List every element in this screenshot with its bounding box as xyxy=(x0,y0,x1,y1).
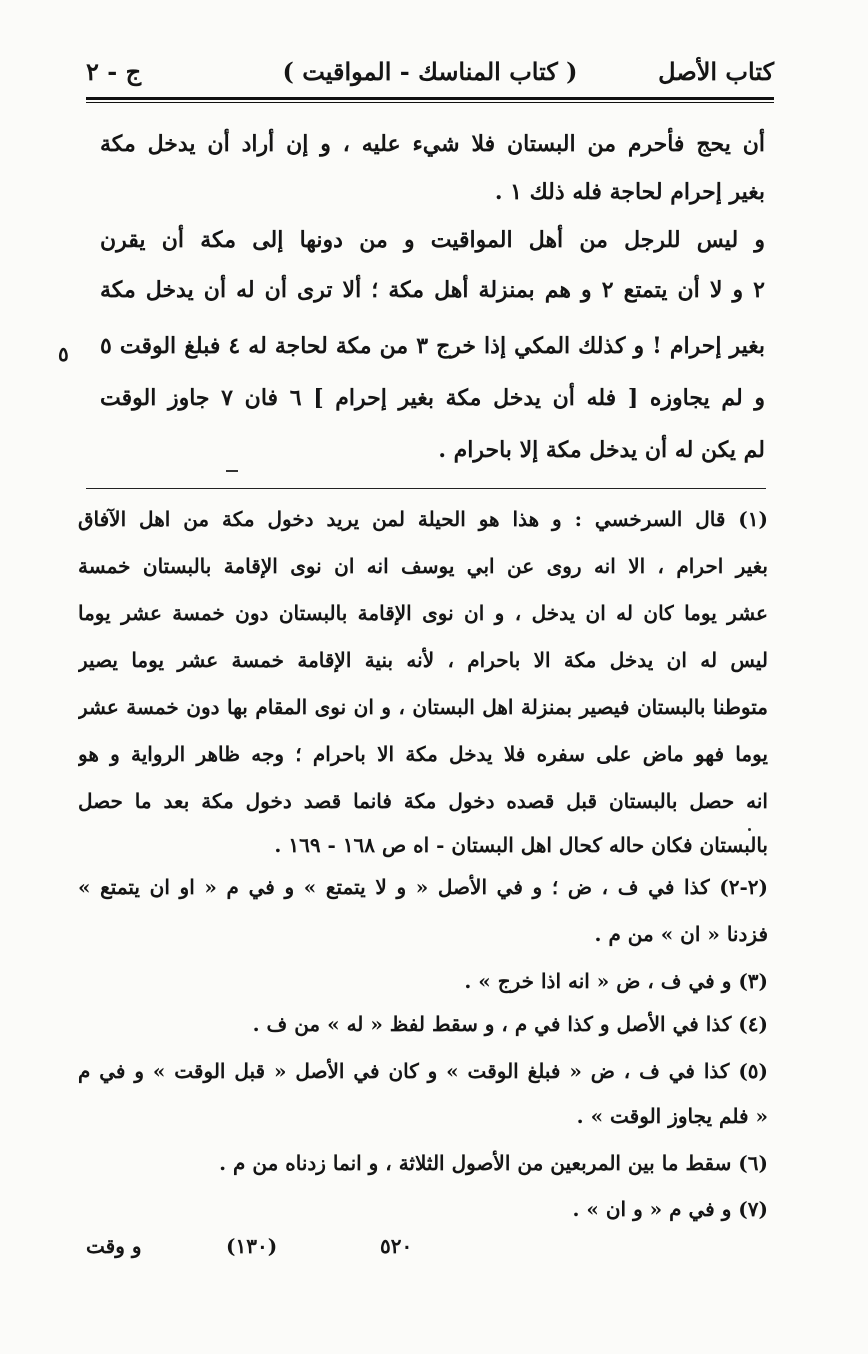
footnote-line: ليس له ان يدخل مكة الا باحرام ، لأنه بنية الإقامة خمسة عشر يوما يصير xyxy=(78,648,768,672)
margin-dot xyxy=(748,828,751,831)
separator-dash xyxy=(226,470,238,472)
footnote-line: فزدنا « ان » من م . xyxy=(594,922,768,946)
footnote-line: بالبستان فكان حاله كحال اهل البستان - اه ص ١٦٨ - ١٦٩ . xyxy=(274,833,768,857)
footnote-line: (٥) كذا في ف ، ض « فبلغ الوقت » و كان في الأصل « قبل الوقت » و في م xyxy=(78,1059,768,1083)
footnote-line: (١) قال السرخسي : و هذا هو الحيلة لمن يريد دخول مكة من اهل الآفاق xyxy=(78,507,768,531)
chapter-title: ( كتاب المناسك - المواقيت ) xyxy=(282,56,578,86)
footnote-rule xyxy=(86,488,766,489)
book-title: كتاب الأصل xyxy=(658,56,774,86)
volume-page-number: (١٣٠) xyxy=(226,1234,278,1258)
body-line: لم يكن له أن يدخل مكة إلا باحرام . xyxy=(438,437,765,463)
footnote-line: (٦) سقط ما بين المربعين من الأصول الثلاثة ، و انما زدناه من م . xyxy=(219,1151,768,1175)
footnote-line: متوطنا بالبستان فيصير بمنزلة اهل البستان ، و ان نوى المقام بها دون خمسة عشر xyxy=(78,695,768,719)
body-line: و لم يجاوزه [ فله أن يدخل مكة بغير إحرام ] ٦ فان ٧ جاوز الوقت xyxy=(100,385,765,411)
body-line: بغير إحرام لحاجة فله ذلك ١ . xyxy=(494,179,765,205)
body-line: أن يحج فأحرم من البستان فلا شيء عليه ، و إن أراد أن يدخل مكة xyxy=(100,131,765,157)
page-number: ٥٢٠ xyxy=(380,1234,413,1258)
volume-label: ج - ٢ xyxy=(86,56,142,86)
footnote-line: انه حصل بالبستان قبل قصده دخول مكة فانما قصد دخول مكة بعد ما حصل xyxy=(78,789,768,813)
footnote-line: (٣) و في ف ، ض « انه اذا خرج » . xyxy=(464,969,768,993)
margin-number: ٥ xyxy=(58,342,69,366)
footnote-line: بغير احرام ، الا انه روى عن ابي يوسف انه ان نوى الإقامة بالبستان خمسة xyxy=(78,554,768,578)
catchword: و وقت xyxy=(86,1234,142,1258)
footnote-line: « فلم يجاوز الوقت » . xyxy=(576,1104,768,1128)
footnote-line: (٢-٢) كذا في ف ، ض ؛ و في الأصل « و لا يتمتع » و في م « او ان يتمتع » xyxy=(78,875,768,899)
footnote-line: عشر يوما كان له ان يدخل ، و ان نوى الإقامة بالبستان دون خمسة عشر يوما xyxy=(78,601,768,625)
running-header xyxy=(86,48,774,94)
header-rule-thin xyxy=(86,102,774,103)
footnote-line: يوما فهو ماض على سفره فلا يدخل مكة الا باحرام ؛ وجه ظاهر الرواية و هو xyxy=(78,742,768,766)
footnote-line: (٤) كذا في الأصل و كذا في م ، و سقط لفظ « له » من ف . xyxy=(252,1012,768,1036)
body-line: ٢ و لا أن يتمتع ٢ و هم بمنزلة أهل مكة ؛ ألا ترى أن له أن يدخل مكة xyxy=(100,277,765,303)
body-line: و ليس للرجل من أهل المواقيت و من دونها إلى مكة أن يقرن xyxy=(100,227,765,253)
footnote-line: (٧) و في م « و ان » . xyxy=(572,1197,768,1221)
header-rule-thick xyxy=(86,97,774,100)
body-line: بغير إحرام ! و كذلك المكي إذا خرج ٣ من مكة لحاجة له ٤ فبلغ الوقت ٥ xyxy=(100,333,765,359)
